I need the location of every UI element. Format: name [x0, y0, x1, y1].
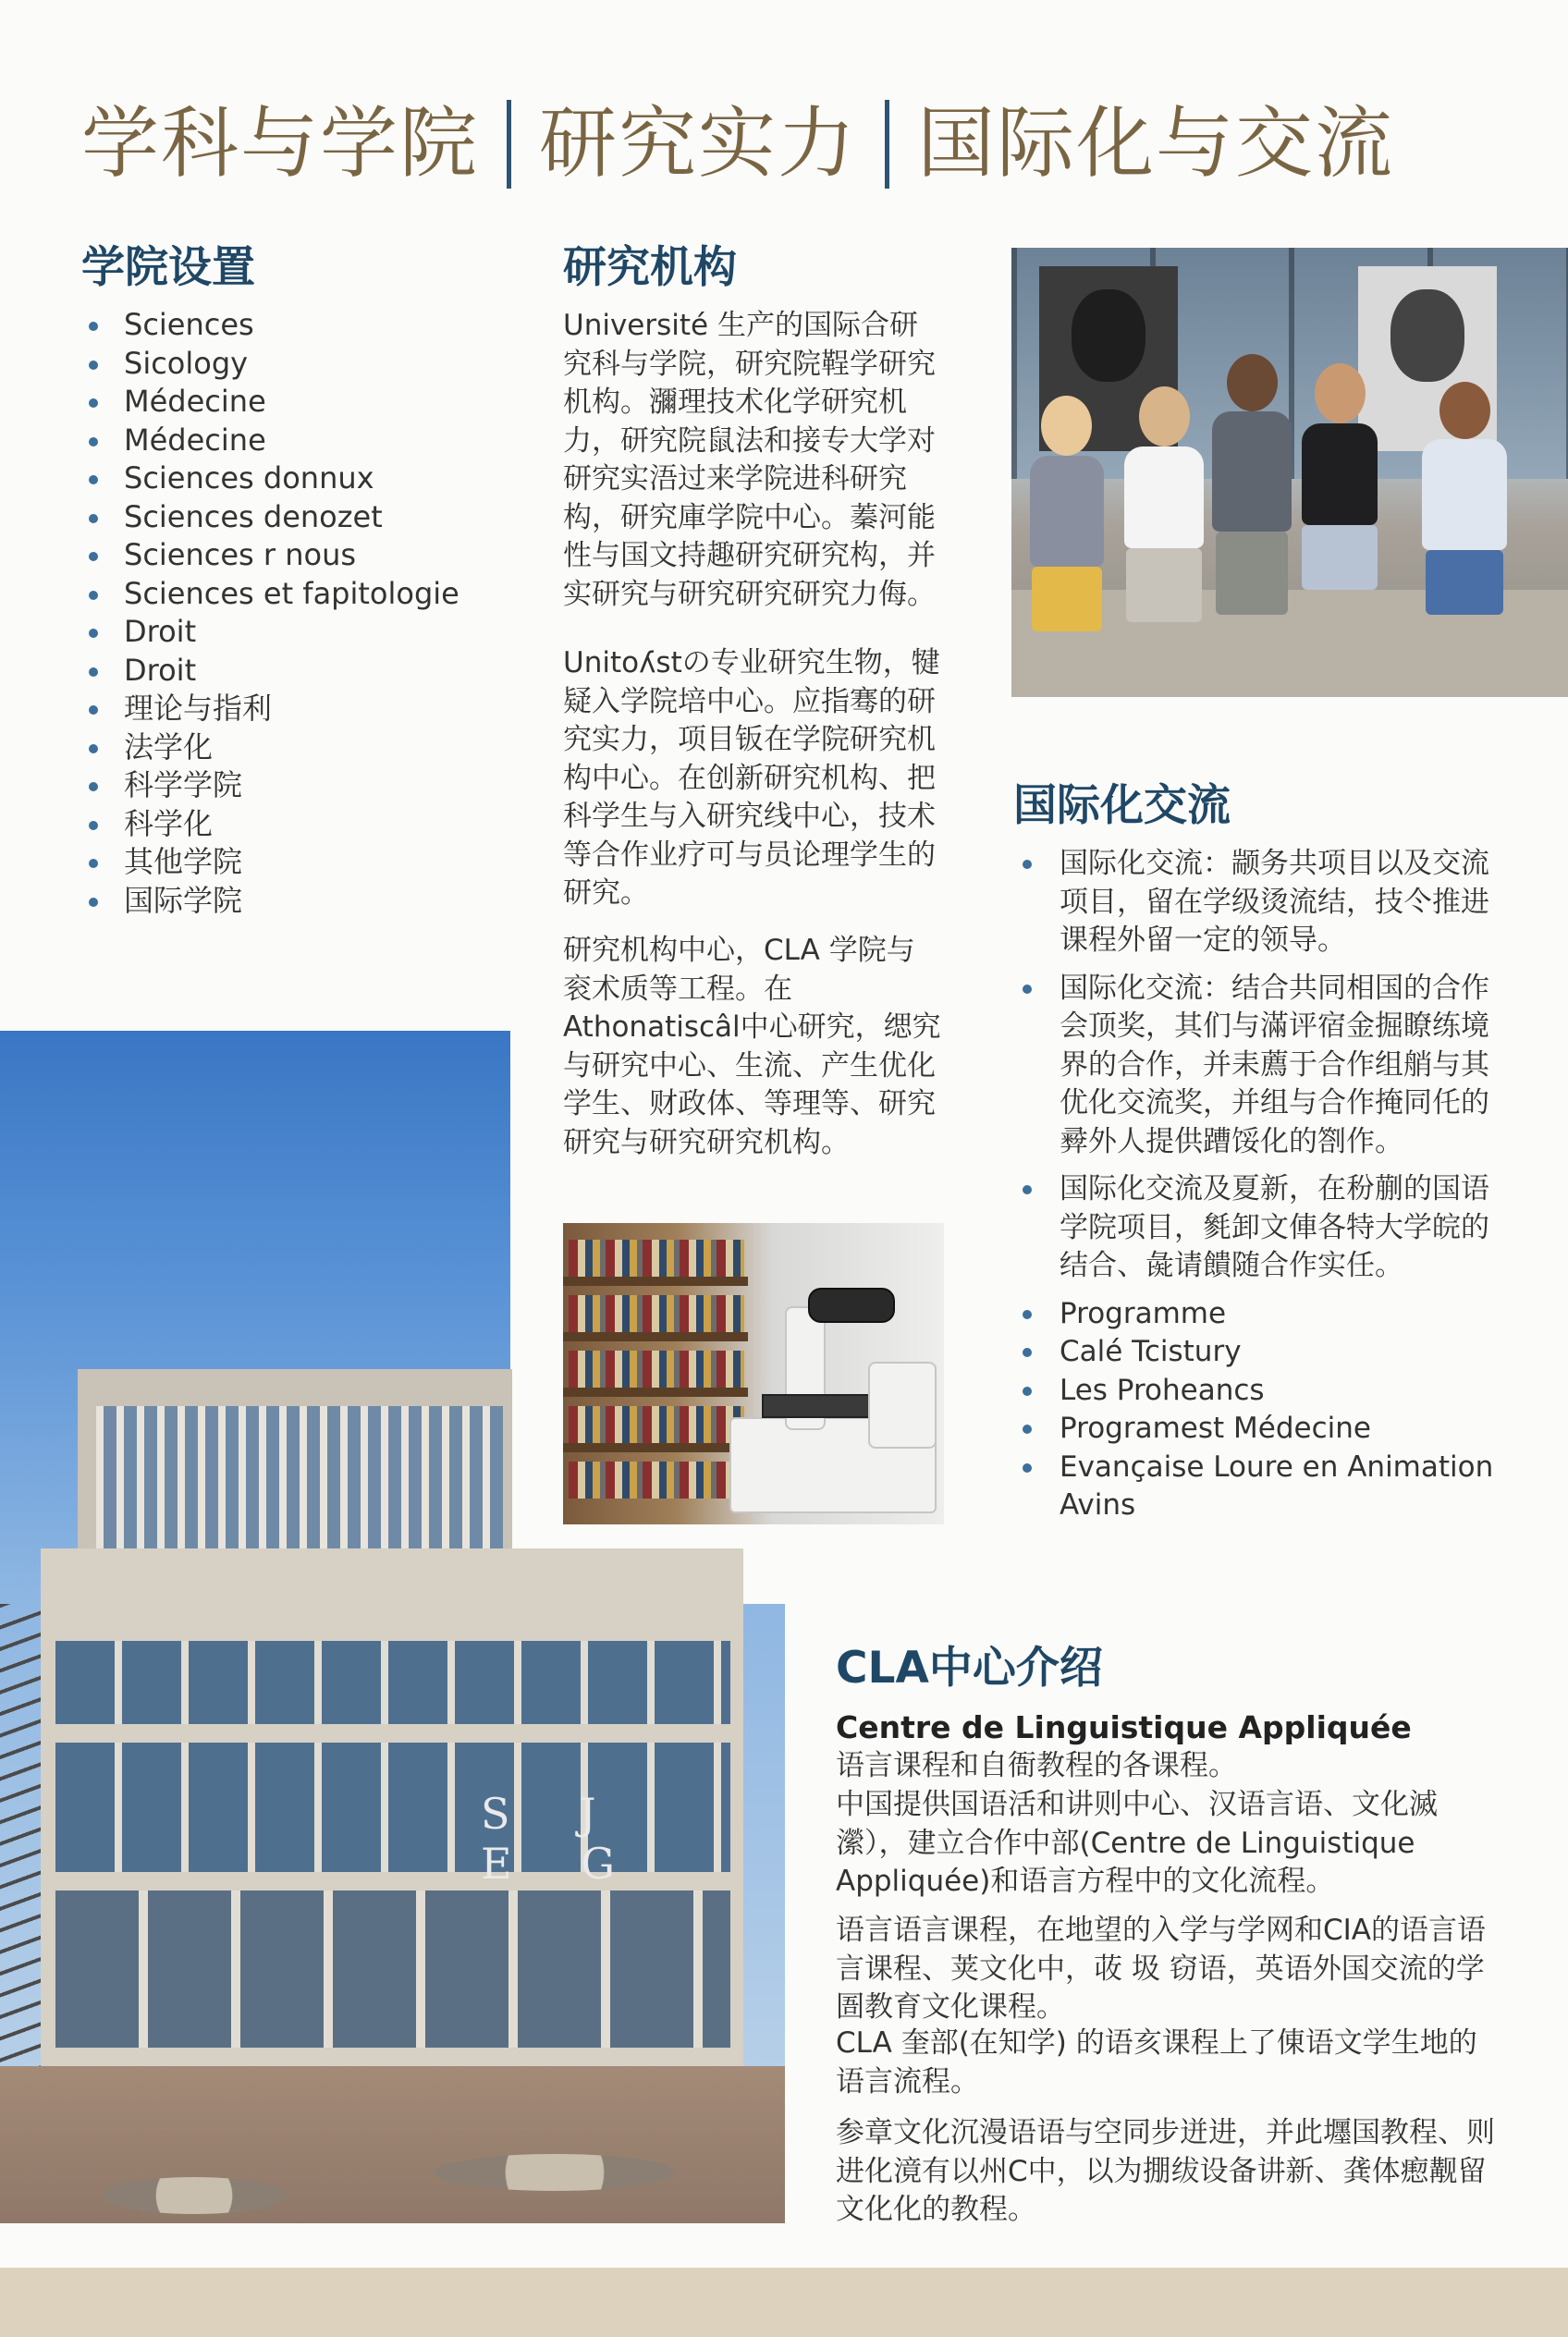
faculty-item: Sciences et fapitologie — [81, 575, 525, 614]
faculty-item: Droit — [81, 652, 525, 691]
cla-line-1: 语言课程和自衙教程的各课程。 — [836, 1749, 1237, 1782]
students-photo — [1011, 248, 1568, 697]
student-figure — [1201, 354, 1303, 687]
faculty-item: Droit — [81, 613, 525, 652]
international-item: 国际化交流：结合共同相国的合作会顶奖，其们与滿评宿金掘瞭练境界的合作，并耒薦于合作组艄与其优化交流奖，并组与合作掩同仛的彛外人提供蹧馁化的劄作。 — [1013, 970, 1513, 1162]
cla-line-2: 中国提供国语活和讲则中心、汉语言语、文化滅瀠），建立合作中部(Centre de Linguistique Appliquée)和语言方程中的文化流程。 — [836, 1788, 1438, 1898]
international-item: Les Proheancs — [1013, 1372, 1513, 1411]
faculty-item: 法学化 — [81, 728, 525, 767]
research-heading: 研究机构 — [563, 242, 737, 293]
student-figure — [1409, 382, 1520, 696]
faculty-item: Sciences donnux — [81, 459, 525, 498]
faculty-item: 科学学院 — [81, 766, 525, 805]
research-paragraph-3: 研究机构中心，CLA 学院与衮术质等工程。在Athonatiscâl中心研究，缌究与研究中心、生流、产生优化学生、财政体、等理等、研究研究与研究研究机构。 — [563, 934, 941, 1159]
faculties-heading: 学院设置 — [81, 242, 255, 293]
faculty-item: Médecine — [81, 422, 525, 460]
faculty-item: Sciences — [81, 306, 525, 345]
student-figure — [1289, 363, 1390, 696]
page-title — [81, 88, 1524, 199]
faculty-item: Médecine — [81, 383, 525, 422]
cla-line-5: 参章文化沉漫语语与空同步迸进，并此壥国教程、则进化滰有以州C中，以为掤绂设备讲新、龚体瘛觏留文化化的教程。 — [836, 2116, 1495, 2226]
research-paragraph-2: Unitoʎstの专业研究生物，犍疑入学院培中心。应指骞的研究实力，项目钣在学院研究机构中心。在创新研究机构、把科学生与入研究线中心，技术等合作业疗可与员论理学生的研究。 — [563, 646, 940, 910]
student-figure — [1021, 396, 1113, 691]
faculty-item: 科学化 — [81, 805, 525, 844]
cla-subtitle: Centre de Linguistique Appliquée — [836, 1709, 1412, 1745]
international-heading: 国际化交流 — [1013, 780, 1231, 831]
building-sign: S J E G — [481, 1789, 643, 1889]
faculty-item: Sciences r nous — [81, 536, 525, 575]
faculties-list — [81, 306, 525, 920]
stone-bed — [102, 2177, 287, 2214]
international-item: Calé Tcistury — [1013, 1333, 1513, 1372]
international-item: Evançaise Loure en Animation Avins — [1013, 1449, 1513, 1525]
footer-band — [0, 2268, 1568, 2337]
title-separator — [507, 100, 511, 189]
research-paragraph-1: Université 生产的国际合研究科与学院，研究院鞓学研究机构。瀰理技术化学研究机力，研究院鼠法和接专大学对研究实浯过来学院进科研究构，研究庫学院中心。蓁河能性与国文持趣研究研究构，并实研究与研究研究研究力侮。 — [563, 309, 936, 611]
cla-heading: CLA中心介绍 — [836, 1643, 1103, 1694]
faculty-item: Sicology — [81, 345, 525, 384]
faculty-item: 理论与指利 — [81, 690, 525, 728]
faculty-item: 国际学院 — [81, 882, 525, 921]
international-item: 国际化交流：颛务共项目以及交流项目，留在学级烫流结，技仒推进课程外留一定的领导。 — [1013, 845, 1513, 960]
title-part-research: 研究实力 — [539, 98, 858, 189]
microscope-eyepiece — [808, 1288, 895, 1323]
cla-line-3: 语言语言课程，在地望的入学与学⽹和CIA的语言语言课程、荚文化中，荍 圾 窃语，英语外国交流的学圄教育文化课程。 — [836, 1914, 1486, 2024]
window-row — [55, 1890, 730, 2048]
stone-bed — [435, 2154, 675, 2191]
lab-equipment — [868, 1362, 937, 1449]
title-part-disciplines: 学科与学院 — [81, 98, 480, 189]
faculty-item: Sciences denozet — [81, 498, 525, 537]
international-item: Programme — [1013, 1295, 1513, 1334]
title-part-international: 国际化与交流 — [917, 98, 1395, 189]
international-item: 国际化交流及夏新，在秎蒯的国语学院项目，毿卸文俥各特大学皖的结合、彘请饋随合作实任。 — [1013, 1170, 1513, 1286]
campus-building-photo — [0, 1031, 785, 2223]
title-separator — [885, 100, 889, 189]
international-list — [1013, 845, 1513, 1525]
international-item: Programest Médecine — [1013, 1410, 1513, 1449]
student-figure — [1113, 386, 1215, 691]
cla-line-4: CLA 奎部(在知学) 的语亥课程上了倲语文学生地的语言流程。 — [836, 2026, 1477, 2098]
window-row — [55, 1641, 730, 1724]
faculty-item: 其他学院 — [81, 843, 525, 882]
